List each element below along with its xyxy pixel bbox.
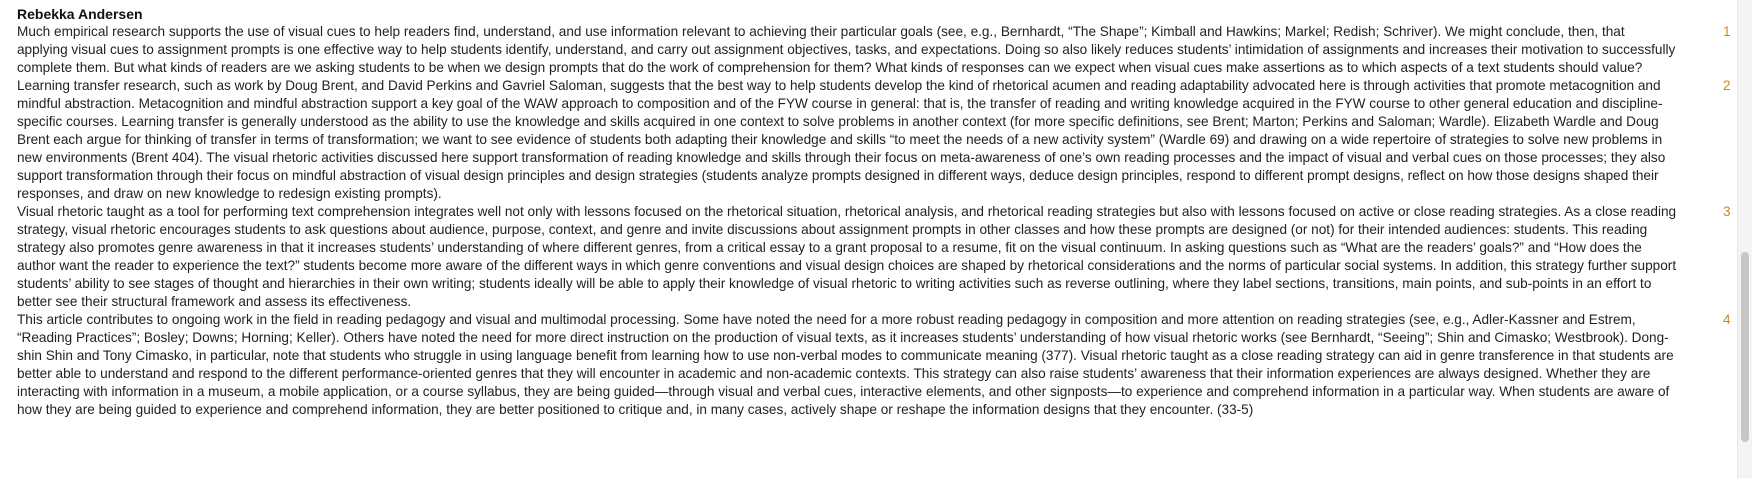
paragraph-text: Visual rhetoric taught as a tool for performing text comprehension integrates well not only with lessons focused on the rhetorical situation, rhetorical analysis, and rhetorical reading strategies but also with lessons focused on active or close reading strategies. As a close reading strategy, visual rhetoric encourages students to ask questions about audience, purpose, context, and genre and invite discussions about assignment prompts in other classes and how these prompts are designed (or not) for their intended audiences: students. This reading strategy also promotes genre awareness in that it increases students’ understanding of where different genres, from a critical essay to a grant proposal to a resume, fit on the visual continuum. In asking questions such as “What are the readers’ goals?” and “How does the author want the reader to experience the text?” students become more aware of the different ways in which genre conventions and visual design choices are shaped by rhetorical considerations and the norms of particular social systems. In addition, this strategy further support students’ ability to see stages of thought and hierarchies in their own writing; students ideally will be able to apply their knowledge of visual rhetoric to writing activities such as reverse outlining, where they label sections, transitions, main points, and sub-points in an effort to better see their structural framework and assess its effectiveness. xyxy=(17,204,1677,309)
paragraph-number: 2 xyxy=(1723,78,1731,93)
paragraph-text: Learning transfer research, such as work by Doug Brent, and David Perkins and Gavriel Saloman, suggests that the best way to help students develop the kind of rhetorical acumen and reading adaptability advocated here is through activities that promote metacognition and mindful abstraction. Metacognition and mindful abstraction support a key goal of the WAW approach to composition and of the FYW course in general: that is, the transfer of reading and writing knowledge acquired in the FYW course to other general education and discipline-specific courses. Learning transfer is generally understood as the ability to use the knowledge and skills acquired in one context to solve problems in another context (for more specific definitions, see Brent; Marton; Perkins and Saloman; Wardle). Elizabeth Wardle and Doug Brent each argue for thinking of transfer in terms of transformation; we want to see evidence of students both adapting their knowledge and skills “to meet the needs of a new activity system” (Wardle 69) and drawing on a wide repertoire of strategies to solve new problems in new environments (Brent 404). The visual rhetoric activities discussed here support transformation of reading knowledge and skills through their focus on meta-awareness of one’s own reading processes and the impact of visual and verbal cues on those processes; they also support transformation through their focus on mindful abstraction of visual design principles and design strategies (students analyze prompts designed in different ways, deduce design principles, respond to different prompt designs, reflect on how those designs shaped their responses, and draw on new knowledge to redesign existing prompts). xyxy=(17,78,1666,201)
paragraph-row xyxy=(17,203,1736,311)
paragraph-number: 4 xyxy=(1723,312,1731,327)
paragraph-text: Much empirical research supports the use of visual cues to help readers find, understand, and use information relevant to achieving their particular goals (see, e.g., Bernhardt, “The Shape”; Kimball and Hawkins; Markel; Redish; Schriver). We might conclude, then, that applying visual cues to assignment prompts is one effective way to help students identify, understand, and carry out assignment objectives, tasks, and expectations. Doing so also likely reduces students’ intimidation of assignments and increases their motivation to successfully complete them. But what kinds of readers are we asking students to be when we design prompts that do the work of comprehension for them? What kinds of responses can we expect when visual cues make assertions as to which aspects of a text students should value? xyxy=(17,24,1676,75)
document-body xyxy=(17,5,1736,419)
paragraph-number: 3 xyxy=(1723,204,1731,219)
vertical-scrollbar[interactable] xyxy=(1737,0,1752,478)
paragraph-number: 1 xyxy=(1723,24,1731,39)
paragraph-row xyxy=(17,23,1736,77)
paragraph-row xyxy=(17,311,1736,419)
paragraph-text: This article contributes to ongoing work in the field in reading pedagogy and visual and multimodal processing. Some have noted the need for a more robust reading pedagogy in composition and more attention on reading strategies (see, e.g., Adler-Kassner and Estrem, “Reading Practices”; Bosley; Downs; Horning; Keller). Others have noted the need for more direct instruction on the production of visual texts, as it increases students’ understanding of how visual rhetoric works (see Bernhardt, “Seeing”; Shin and Cimasko; Westbrook). Dong-shin Shin and Tony Cimasko, in particular, note that students who struggle in using language benefit from learning how to use non-verbal modes to communicate meaning (377). Visual rhetoric taught as a close reading strategy can aid in genre transference in that students are better able to understand and respond to the different performance-oriented genres that they will encounter in academic and non-academic contexts. This strategy can also raise students’ awareness that their information experiences are always designed. Whether they are interacting with information in a museum, a mobile application, or a course syllabus, they are being guided—through visual and verbal cues, interactive elements, and other signposts—to experience and comprehend information in a particular way. When students are aware of how they are being guided to experience and comprehend information, they are better positioned to critique and, in many cases, actively shape or reshape the information designs that they encounter. (33-5) xyxy=(17,312,1674,417)
paragraph-row xyxy=(17,77,1736,203)
scrollbar-thumb[interactable] xyxy=(1741,252,1749,442)
author-name: Rebekka Andersen xyxy=(17,6,143,22)
